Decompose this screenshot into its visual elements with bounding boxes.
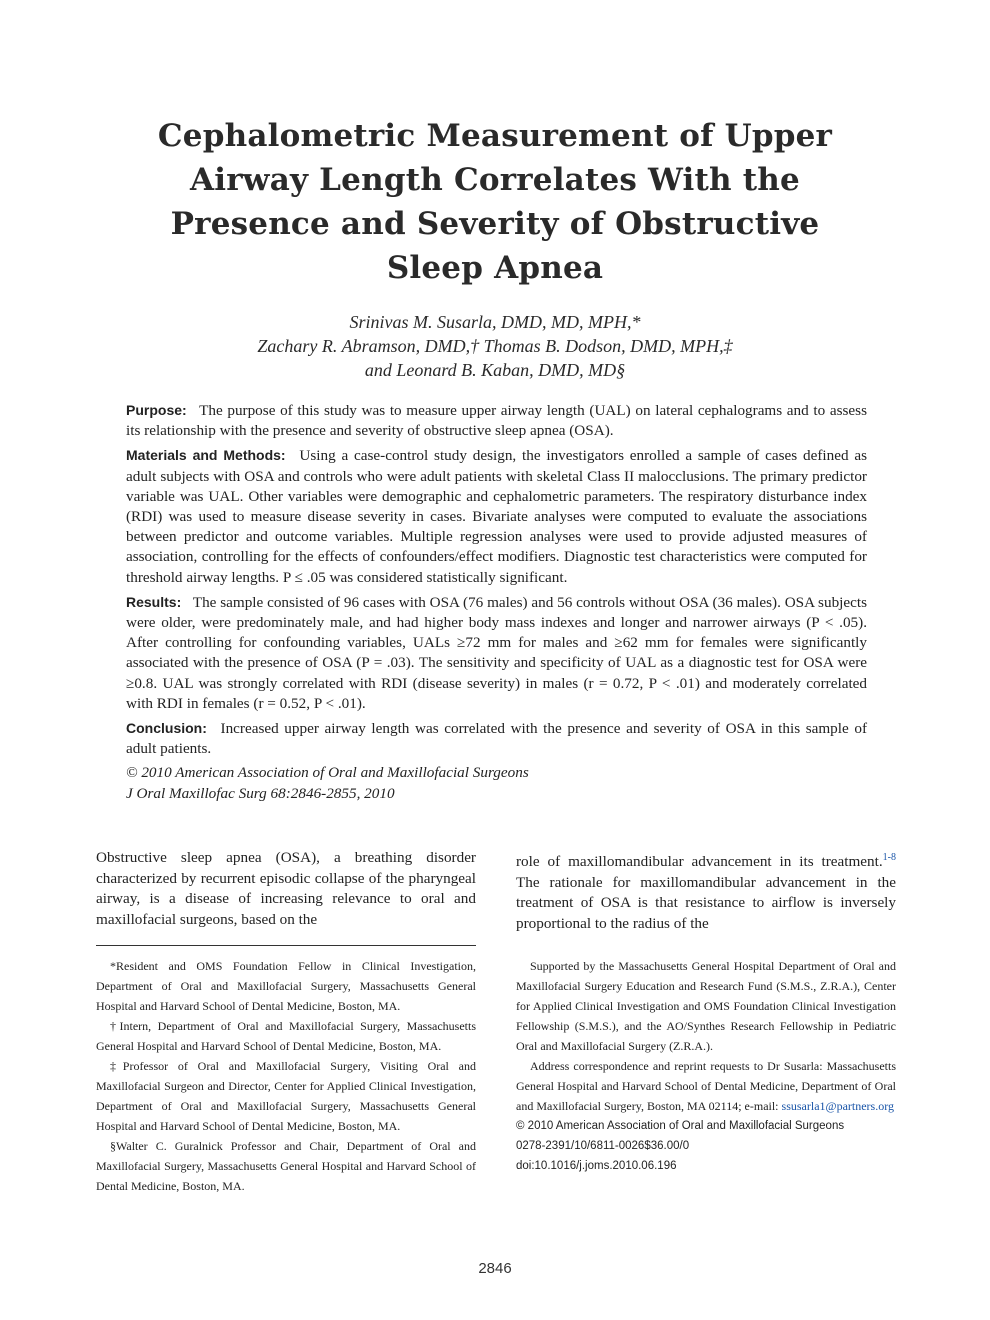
methods-label: Materials and Methods: xyxy=(126,447,286,464)
abstract-results xyxy=(126,592,867,714)
body-right-text-2: The rationale for maxillomandibular advancement in the treatment of OSA is that resistance to airflow is inversely proportional to the radius of the xyxy=(516,873,896,932)
purpose-label: Purpose: xyxy=(126,402,187,418)
author-list xyxy=(150,310,840,382)
footnote-divider xyxy=(96,945,476,946)
footnote-support: Supported by the Massachusetts General Hospital Department of Oral and Maxillofacial Surgery Education and Research Fund (S.M.S., Z.R.A.), Center for Applied Clinical Investigation and OMS Foundation Clinical Investigation Fellowship (S.M.S.), and the AO/Synthes Research Fellowship in Pediatric Oral and Maxillofacial Surgery (Z.R.A.). xyxy=(516,959,896,1053)
author-line-2: Zachary R. Abramson, DMD,† Thomas B. Dodson, DMD, MPH,‡ xyxy=(257,336,733,356)
purpose-text: The purpose of this study was to measure upper airway length (UAL) on lateral cephalograms and to assess its relationship with the presence and severity of obstructive sleep apnea (OSA). xyxy=(126,402,867,440)
author-line-3: and Leonard B. Kaban, DMD, MD§ xyxy=(364,360,626,380)
footnote-author-1: *Resident and OMS Foundation Fellow in Clinical Investigation, Department of Oral and Maxillofacial Surgery, Massachusetts General Hospital and Harvard School of Dental Medicine, Boston, MA. xyxy=(96,959,476,1013)
footnotes-left xyxy=(96,956,476,1196)
results-label: Results: xyxy=(126,593,182,610)
methods-text: Using a case-control study design, the investigators enrolled a sample of cases defined as adult subjects with OSA and controls who were adult patients with skeletal Class II malocclusions. The primary predictor variable was UAL. Other variables were demographic and cephalometric parameters. The respiratory disturbance index (RDI) was used to measure disease severity in cases. Bivariate analyses were computed to evaluate the associations between predictor and outcome variables. Multiple regression analyses were used to provide adjusted measures of association, controlling for the effects of confounders/effect modifiers. Diagnostic test characteristics were computed for threshold airway lengths. P ≤ .05 was considered statistically significant. xyxy=(126,447,867,586)
address-text: Address correspondence and reprint requests to Dr Susarla: Massachusetts General Hospital and Harvard School of Dental Medicine, Department of Oral and Maxillofacial Surgery, Boston, MA 02114; e-mail: xyxy=(516,1059,896,1113)
footnote-issn: 0278-2391/10/6811-0026$36.00/0 xyxy=(516,1140,690,1152)
footnote-author-3: ‡Professor of Oral and Maxillofacial Surgery, Visiting Oral and Maxillofacial Surgeon and Director, Center for Applied Clinical Investigation, Department of Oral and Maxillofacial Surgery, Massachusetts General Hospital and Harvard School of Dental Medicine, Boston, MA. xyxy=(96,1059,476,1133)
body-column-right xyxy=(516,848,896,934)
journal-citation: J Oral Maxillofac Surg 68:2846-2855, 2010 xyxy=(126,784,395,802)
body-paragraph-right xyxy=(516,848,896,934)
footnote-copyright: © 2010 American Association of Oral and Maxillofacial Surgeons xyxy=(516,1120,845,1132)
footnote-doi: doi:10.1016/j.joms.2010.06.196 xyxy=(516,1160,677,1172)
footnote-address xyxy=(516,1056,896,1116)
body-column-left xyxy=(96,848,476,930)
abstract-methods xyxy=(126,445,867,587)
article-title: Cephalometric Measurement of Upper Airway Length Correlates With the Presence and Severity of Obstructive Sleep Apnea xyxy=(157,118,833,286)
page-number: 2846 xyxy=(478,1260,512,1277)
body-right-text-1: role of maxillomandibular advancement in its treatment. xyxy=(516,853,883,871)
reference-link[interactable]: 1-8 xyxy=(882,852,896,863)
results-text: The sample consisted of 96 cases with OSA (76 males) and 56 controls without OSA (36 males). OSA subjects were older, were predominately male, and had higher body mass indexes and longer and narrower airways (P < .05). After controlling for confounding variables, UALs ≥72 mm for males and ≥62 mm for females were significantly associated with the presence of OSA (P = .03). The sensitivity and specificity of UAL as a diagnostic test for OSA were ≥0.8. UAL was strongly correlated with RDI (disease severity) in males (r = 0.72, P < .01) and moderately correlated with RDI in females (r = 0.52, P < .01). xyxy=(126,593,867,712)
footnote-author-4: §Walter C. Guralnick Professor and Chair, Department of Oral and Maxillofacial Surgery, Massachusetts General Hospital and Harvard School of Dental Medicine, Boston, MA. xyxy=(96,1139,476,1193)
footnote-author-2: †Intern, Department of Oral and Maxillofacial Surgery, Massachusetts General Hospital and Harvard School of Dental Medicine, Boston, MA. xyxy=(96,1019,476,1053)
email-link[interactable]: ssusarla1@partners.org xyxy=(781,1099,895,1113)
abstract-conclusion xyxy=(126,718,867,759)
abstract xyxy=(126,400,867,804)
body-paragraph-left: Obstructive sleep apnea (OSA), a breathing disorder characterized by recurrent episodic collapse of the pharyngeal airway, is a disease of increasing relevance to oral and maxillofacial surgeons, based on the xyxy=(96,849,476,928)
conclusion-label: Conclusion: xyxy=(126,720,207,737)
conclusion-text: Increased upper airway length was correlated with the presence and severity of OSA in this sample of adult patients. xyxy=(126,720,868,758)
abstract-copyright: © 2010 American Association of Oral and Maxillofacial Surgeons xyxy=(126,764,529,782)
author-line-1: Srinivas M. Susarla, DMD, MD, MPH,* xyxy=(349,312,641,332)
footnotes-right xyxy=(516,956,896,1176)
abstract-purpose xyxy=(126,400,867,441)
